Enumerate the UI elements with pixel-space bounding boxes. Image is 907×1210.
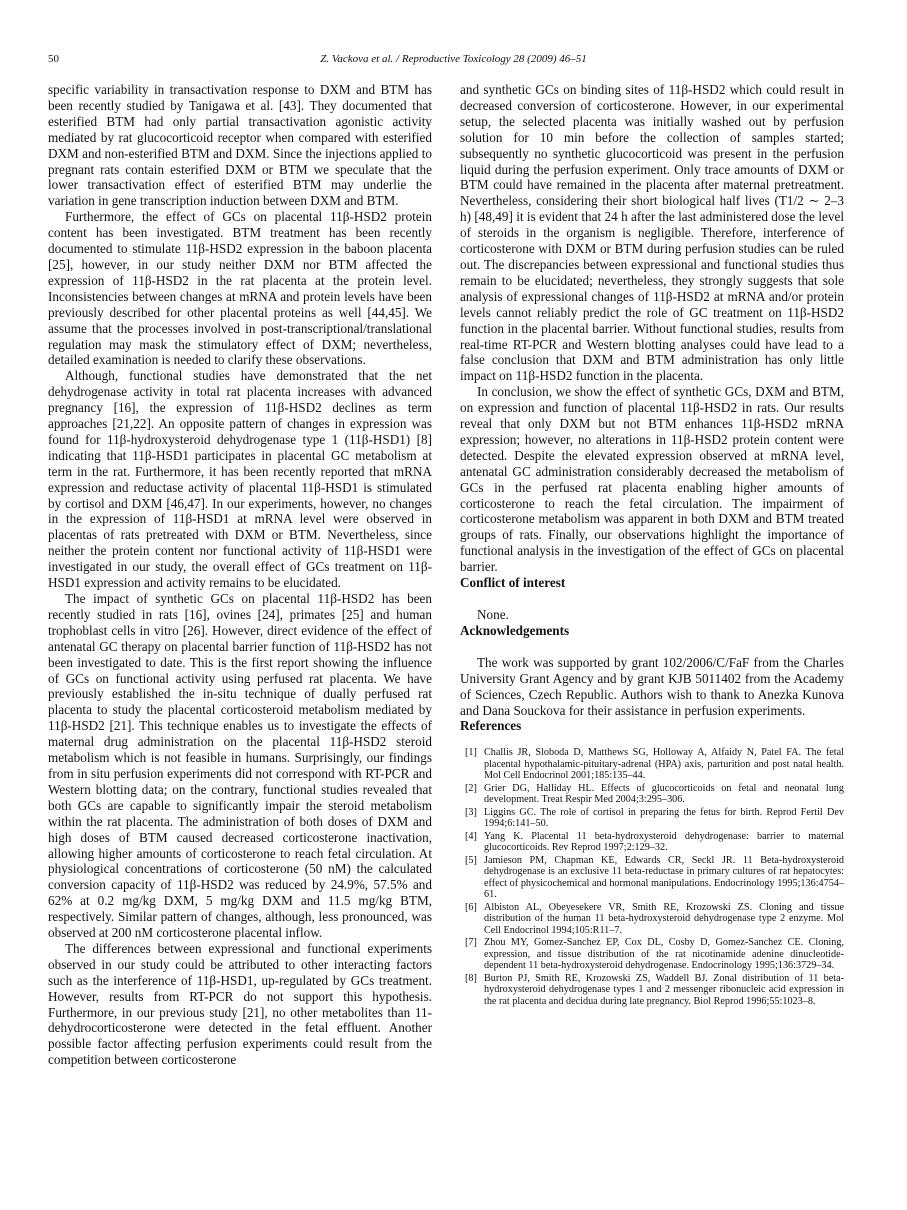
reference-text: Burton PJ, Smith RE, Krozowski ZS, Waddell BJ. Zonal distribution of 11 beta-hydroxysteroid dehydrogenase types 1 and 2 messenger ribonucleic acid expression in the rat placenta and decidua during late pregnancy. Biol Reprod 1996;55:1023–8. (484, 972, 844, 1007)
reference-number: [6] (465, 901, 477, 913)
body-paragraph: The impact of synthetic GCs on placental 11β-HSD2 has been recently studied in rats [16], ovines [24], primates [25] and human trophoblast cells in vitro [26]. However, direct evidence of the effect of antenatal GC therapy on placental barrier function of 11β-HSD2 has not been investigated to date. This is the first report showing the influence of GCs on functional activity using perfused rat placenta. We have previously established the in-situ technique of dually perfused rat placenta to study the placental corticosteroid metabolism mediated by 11β-HSD2 [21]. This technique enables us to investigate the effects of maternal drug administration on the placental 11β-HSD2 steroid metabolism which is not feasible in humans. Surprisingly, our findings from in situ perfusion experiments did not correspond with RT-PCR and Western blotting data; on the contrary, functional studies revealed that both GCs are capable to significantly impair the steroid metabolism within the rat placenta. The administration of both doses of DXM and high doses of BTM caused decreased corticosterone inactivation, allowing higher amounts of corticosterone to reach fetal circulation. At physiological concentrations of corticosterone (50 nM) the calculated conversion capacity of 11β-HSD2 was reduced by 24.9%, 57.5% and 62% at 0.2 mg/kg DXM, 5 mg/kg DXM and 11.5 mg/kg BTM, respectively. Similar pattern of changes, although, less pronounced, was observed at 200 nM corticosterone placental inflow. (48, 591, 432, 941)
body-paragraph: and synthetic GCs on binding sites of 11β-HSD2 which could result in decreased conversion of corticosterone. However, in our experimental setup, the selected placenta was initially washed out by perfusion solution for 10 min before the collection of samples started; subsequently no synthetic glucocorticoid was present in the perfusion liquid during the perfusion experiment. Only trace amounts of DXM or BTM could have remained in the placenta after maternal pretreatment. Nevertheless, considering their short biological half lives (T1/2 ∼ 2–3 h) [48,49] it is evident that 24 h after the last administered dose the level of steroids in the organism is negligible. Therefore, interference of corticosterone with DXM or BTM during perfusion studies can be ruled out. The discrepancies between expressional and functional studies thus remain to be elucidated; nevertheless, they strongly suggests that sole analysis of expressional changes of 11β-HSD2 at mRNA and/or protein levels cannot reliably predict the role of GC treatment on 11β-HSD2 function in the placental barrier. Without functional studies, results from real-time RT-PCR and Western blotting analyses could have lead to a false conclusion that DXM and BTM administration has only little impact on 11β-HSD2 function in the placenta. (460, 82, 844, 384)
reference-item (460, 973, 844, 1008)
references-list (460, 747, 844, 1007)
reference-text: Jamieson PM, Chapman KE, Edwards CR, Seckl JR. 11 Beta-hydroxysteroid dehydrogenase is an exclusive 11 beta-reductase in primary cultures of rat hepatocytes: effect of physicochemical and hormonal manipulations. Endocrinology 1995;136:4754–61. (484, 854, 844, 901)
reference-item (460, 855, 844, 901)
conclusion-paragraph: In conclusion, we show the effect of synthetic GCs, DXM and BTM, on expression and function of placental 11β-HSD2 in rats. Our results reveal that only DXM but not BTM enhances 11β-HSD2 mRNA expression; however, no alterations in 11β-HSD2 protein content were detected. Despite the elevated expression observed at mRNA level, antenatal GC administration considerably decreased the metabolism of GCs in the perfused rat placenta enabling higher amounts of corticosterone to reach the fetal circulation. The impairment of corticosterone metabolism was apparent in both DXM and BTM treated groups of rats. Finally, our observations highlight the importance of functional analysis in the investigation of the effect of GCs on placental barrier. (460, 384, 844, 575)
reference-text: Yang K. Placental 11 beta-hydroxysteroid dehydrogenase: barrier to maternal glucocorticoids. Rev Reprod 1997;2:129–32. (484, 830, 844, 854)
reference-number: [3] (465, 806, 477, 818)
body-paragraph: specific variability in transactivation response to DXM and BTM has been recently studied by Tanigawa et al. [43]. They documented that esterified BTM had only partial transactivation agonistic activity mediated by rat glucocorticoid receptor when compared with esterified DXM and non-esterified BTM and DXM. Since the injections applied to pregnant rats contain esterified DXM or BTM we speculate that the lower transactivation effect of esterified BTM may underlie the variation in gene transcription induction between DXM and BTM. (48, 82, 432, 209)
reference-item (460, 747, 844, 782)
reference-number: [8] (465, 972, 477, 984)
body-paragraph: Furthermore, the effect of GCs on placental 11β-HSD2 protein content has been investigated. BTM treatment has been recently documented to stimulate 11β-HSD2 expression in the baboon placenta [25], however, in our study neither DXM nor BTM affected the expression of 11β-HSD2 in the rat placenta at the protein level. Inconsistencies between changes at mRNA and protein levels have been previously described for other placental proteins as well [44,45]. We assume that the processes involved in post-transcriptional/translational regulation may mask the stimulatory effect of DXM; nevertheless, detailed examination is needed to clarify these observations. (48, 209, 432, 368)
reference-text: Zhou MY, Gomez-Sanchez EP, Cox DL, Cosby D, Gomez-Sanchez CE. Cloning, expression, and tissue distribution of the rat nicotinamide adenine dinucleotide-dependent 11 beta-hydroxysteroid dehydrogenase. Endocrinology 1995;136:3729–34. (484, 937, 844, 972)
reference-number: [5] (465, 854, 477, 866)
page-number: 50 (48, 53, 59, 65)
reference-text: Challis JR, Sloboda D, Matthews SG, Holloway A, Alfaidy N, Patel FA. The fetal placental hypothalamic-pituitary-adrenal (HPA) axis, parturition and post natal health. Mol Cell Endocrinol 2001;185:135–44. (484, 747, 844, 782)
acknowledgements-heading: Acknowledgements (460, 622, 570, 638)
reference-number: [7] (465, 937, 477, 949)
reference-number: [1] (465, 747, 477, 759)
running-head: Z. Vackova et al. / Reproductive Toxicology 28 (2009) 46–51 (320, 53, 587, 65)
left-column (48, 82, 432, 1068)
reference-number: [2] (465, 782, 477, 794)
reference-item (460, 807, 844, 830)
references-heading: References (460, 718, 522, 734)
body-paragraph: The differences between expressional and functional experiments observed in our study could be attributed to other interacting factors such as the interference of 11β-HSD1, up-regulated by GCs treatment. However, results from RT-PCR do not support this hypothesis. Furthermore, in our previous study [21], no other metabolites than 11-dehydrocorticosterone were detected in the fetal effluent. Another possible factor affecting perfusion experiments could result from the competition between corticosterone (48, 940, 432, 1068)
body-paragraph: Although, functional studies have demonstrated that the net dehydrogenase activity in total rat placenta increases with advanced pregnancy [16], the expression of 11β-HSD2 declines as term approaches [21,22]. An opposite pattern of changes in expression was found for 11β-hydroxysteroid dehydrogenase type 1 (11β-HSD1) [8] indicating that 11β-HSD1 participates in placental GC metabolism at term in the rat. Furthermore, it has been recently reported that mRNA expression and reductase activity of placental 11β-HSD1 is stimulated by cortisol and DXM [46,47]. In our experiments, however, no changes in the expression of 11β-HSD1 at mRNA level were observed in placentas of rats pretreated with DXM or BTM. Nevertheless, since neither the protein content nor functional activity of 11β-HSD1 were investigated in our study, the overall effect of GCs treatment on 11β-HSD1 expression and activity remains to be elucidated. (48, 368, 432, 591)
reference-number: [4] (465, 830, 477, 842)
reference-text: Albiston AL, Obeyesekere VR, Smith RE, Krozowski ZS. Cloning and tissue distribution of the human 11 beta-hydroxysteroid dehydrogenase type 2 enzyme. Mol Cell Endocrinol 1994;105:R11–7. (484, 901, 844, 936)
reference-item (460, 831, 844, 854)
reference-item (460, 783, 844, 806)
reference-text: Liggins GC. The role of cortisol in preparing the fetus for birth. Reprod Fertil Dev 1994;6:141–50. (484, 806, 844, 830)
reference-text: Grier DG, Halliday HL. Effects of glucocorticoids on fetal and neonatal lung development. Treat Respir Med 2004;3:295–306. (484, 782, 844, 806)
conflict-heading: Conflict of interest (460, 575, 566, 591)
reference-item (460, 902, 844, 937)
acknowledgements-text: The work was supported by grant 102/2006/C/FaF from the Charles University Grant Agency and by grant KJB 5011402 from the Academy of Sciences, Czech Republic. Authors wish to thank to Anezka Kunova and Dana Souckova for their assistance in perfusion experiments. (460, 654, 844, 718)
reference-item (460, 937, 844, 972)
right-column (460, 82, 844, 1008)
conflict-text: None. (477, 607, 509, 622)
